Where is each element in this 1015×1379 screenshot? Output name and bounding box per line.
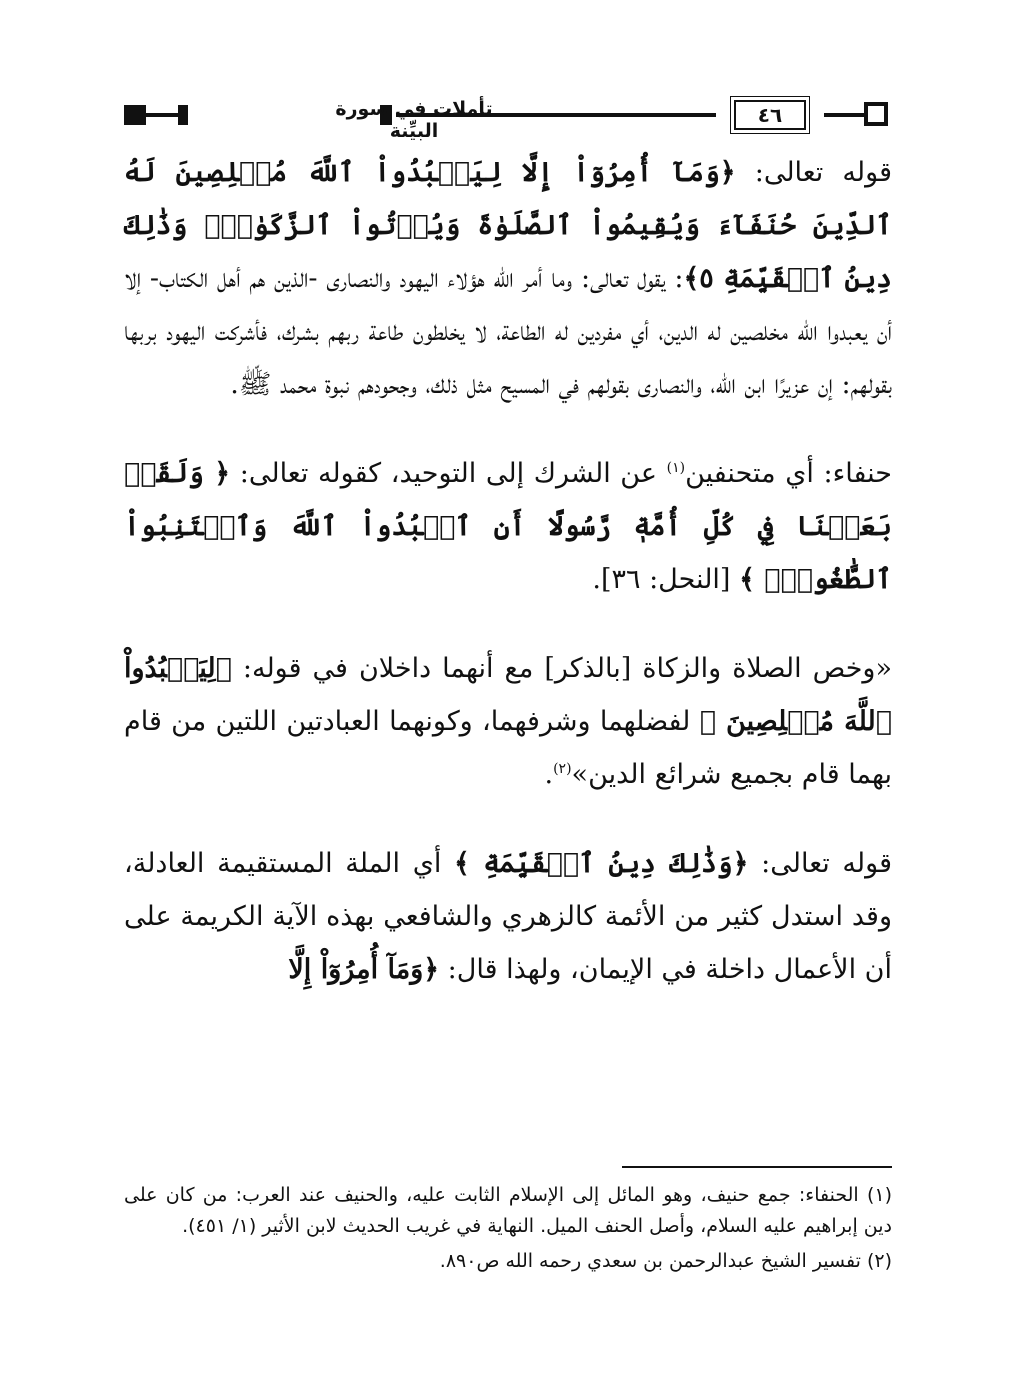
main-text [124,146,892,996]
footnote-text: الحنفاء: جمع حنيف، وهو المائل إلى الإسلام الثابت عليه، والحنيف عند العرب: من كان على دين إبراهيم عليه السلام، وأصل الحنف الميل. النهاية في غريب الحديث لابن الأثير (١/ ٤٥١). [124,1184,892,1237]
footnote-ref[interactable]: (٢) [553,761,572,777]
footnote-1 [124,1180,892,1242]
footnotes [124,1180,892,1281]
header-corner-ornament [864,102,888,126]
header-bar-ornament-left [178,105,188,125]
quran-verse: ﴿وَذَٰلِكَ دِينُ ٱلۡقَيِّمَةِ ﴾ [454,848,749,879]
end-punct: . [544,759,554,790]
footnote-2 [124,1246,892,1277]
footnote-number: (٢) [866,1250,892,1272]
page-number: ٤٦ [757,103,783,127]
paragraph-3 [124,642,892,801]
commentary-text: عن الشرك إلى التوحيد، كقوله تعالى: [230,458,667,489]
intro-text: قوله تعالى: [754,157,892,188]
header-rule-right [824,113,864,117]
running-title: تأملات في سورة البيِّنة [335,98,493,142]
footnote-separator [622,1166,892,1168]
intro-text: حنفاء: أي متحنفين [685,458,892,489]
paragraph-2 [124,447,892,606]
footnote-ref[interactable]: (١) [666,460,686,476]
verse-citation: [النحل: ٣٦]. [592,564,740,595]
footnote-text: تفسير الشيخ عبدالرحمن بن سعدي رحمه الله ص٨٩٠. [439,1250,861,1272]
quran-verse: ﴿ وَلَقَدۡ بَعَثۡنَا فِي كُلِّ أُمَّةٖ رَّسُولًا أَنِ ٱعۡبُدُواْ ٱللَّهَ وَٱجۡتَنِبُواْ ٱلطَّٰغُوتَۖ ﴾ [124,458,892,595]
commentary-text: : يقول تعالى: وما أمر الله هؤلاء اليهود والنصارى -الذين هم أهل الكتاب- إلا أن يعبدوا الله مخلصين له الدين، أي مفردين له الطاعة، لا يخلطون طاعة ربهم بشرك، فأشركت اليهود بربها بقولهم: إن عزيرًا ابن الله، والنصارى بقولهم في المسيح مثل ذلك، وجحودهم نبوة محمد ﷺ. [124,263,892,400]
footnote-number: (١) [866,1184,892,1206]
paragraph-4 [124,837,892,996]
header-block-ornament [124,105,146,125]
header-rule-left [146,113,178,117]
quran-verse: ﴿لِيَعۡبُدُواْ ٱللَّهَ مُخۡلِصِينَ ﴾ [124,653,892,737]
paragraph-1 [124,146,892,411]
page-header [124,96,892,142]
quote-text: لفضلهما وشرفهما، وكونهما العبادتين اللتين من قام بهما قام بجميع شرائع الدين» [124,706,892,790]
quran-verse: ﴿وَمَآ أُمِرُوٓاْ إِلَّا لِيَعۡبُدُواْ ٱللَّهَ مُخۡلِصِينَ لَهُ ٱلدِّينَ حُنَفَآءَ وَيُقِيمُواْ ٱلصَّلَوٰةَ وَيُؤۡتُواْ ٱلزَّكَوٰةَۚ وَذَٰلِكَ دِينُ ٱلۡقَيِّمَةِ ٥﴾ [124,157,892,294]
intro-text: قوله تعالى: [748,848,892,879]
page-number-box [734,100,806,130]
commentary-text: أي الملة المستقيمة العادلة، وقد استدل كثير من الأئمة كالزهري والشافعي بهذه الآية الكريمة على أن الأعمال داخلة في الإيمان، ولهذا قال: [124,848,892,985]
page-number-frame [716,96,824,132]
quote-text: «وخص الصلاة والزكاة [بالذكر] مع أنهما داخلان في قوله: [231,653,892,684]
quran-verse: ﴿وَمَآ أُمِرُوٓاْ إِلَّا [288,954,440,985]
